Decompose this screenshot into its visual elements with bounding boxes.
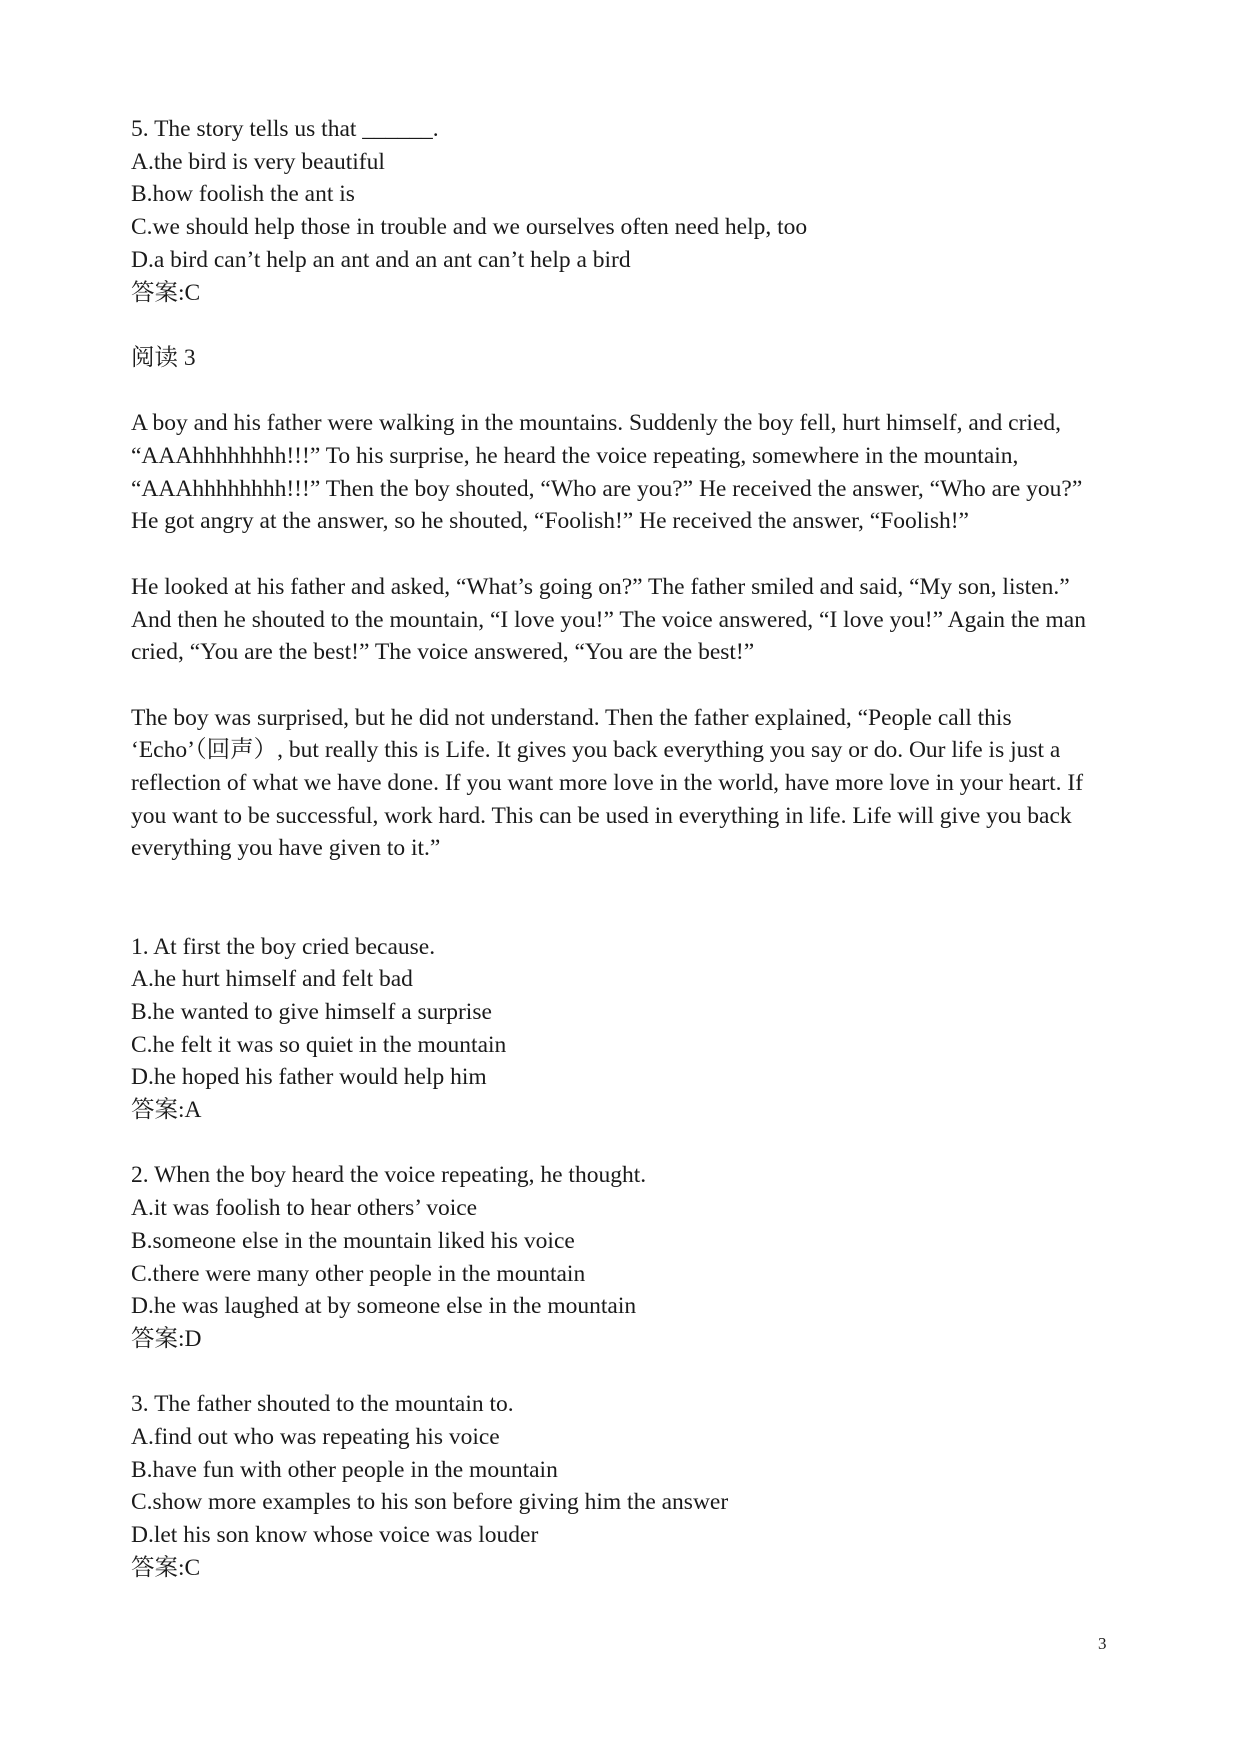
question-block-5 [131,113,1096,309]
option-c: C.show more examples to his son before giving him the answer [131,1489,729,1516]
question-block-3 [131,1388,1096,1584]
section-heading: 阅读 3 [131,344,196,371]
passage-paragraph-1: A boy and his father were walking in the mountains. Suddenly the boy fell, hurt himself, and cried, “AAAhhhhhhhh!!!” To his surprise, he heard the voice repeating, somewhere in the mountain, “AAAhhhhhhhh!!!” Then the boy shouted, “Who are you?” He received the answer, “Who are you?” He got angry at the answer, so he shouted, “Foolish!” He received the answer, “Foolish!” [131,410,1083,535]
question-text: 1. At first the boy cried because. [131,933,436,960]
option-a: A.he hurt himself and felt bad [131,966,413,993]
option-d: D.he hoped his father would help him [131,1064,487,1091]
option-b: B.someone else in the mountain liked his voice [131,1227,575,1254]
question-text: 2. When the boy heard the voice repeating, he thought. [131,1162,647,1189]
page-number: 3 [1098,1634,1107,1653]
option-c: C.we should help those in trouble and we ourselves often need help, too [131,214,808,241]
question-text: 3. The father shouted to the mountain to. [131,1391,514,1418]
option-d: D.he was laughed at by someone else in the mountain [131,1293,637,1320]
option-a: A.the bird is very beautiful [131,148,385,175]
passage-paragraph-3: The boy was surprised, but he did not understand. Then the father explained, “People call this ‘Echo’（回声）, but really this is Life. It gives you back everything you say or do. Our life is just a reflection of what we have done. If you want more love in the world, have more love in your heart. If you want to be successful, work hard. This can be used in everything in life. Life will give you back everything you have given to it.” [131,704,1084,862]
page-content [131,113,1096,1585]
option-b: B.have fun with other people in the mountain [131,1456,558,1483]
option-c: C.he felt it was so quiet in the mountain [131,1031,507,1058]
option-d: D.let his son know whose voice was louder [131,1522,539,1549]
option-a: A.it was foolish to hear others’ voice [131,1195,478,1222]
question-block-1 [131,931,1096,1127]
question-text: 5. The story tells us that ______. [131,116,439,142]
option-b: B.he wanted to give himself a surprise [131,998,492,1025]
option-a: A.find out who was repeating his voice [131,1424,500,1451]
answer-text: 答案:C [131,1554,201,1581]
passage-paragraph-2: He looked at his father and asked, “What’s going on?” The father smiled and said, “My son, listen.” And then he shouted to the mountain, “I love you!” The voice answered, “I love you!” Again the man cried, “You are the best!” The voice answered, “You are the best!” [131,573,1086,666]
option-c: C.there were many other people in the mountain [131,1260,586,1287]
answer-text: 答案:A [131,1097,202,1124]
question-block-2 [131,1159,1096,1355]
option-d: D.a bird can’t help an ant and an ant can’t help a bird [131,246,631,273]
answer-text: 答案:D [131,1325,202,1352]
option-b: B.how foolish the ant is [131,181,355,208]
answer-text: 答案:C [131,279,201,306]
